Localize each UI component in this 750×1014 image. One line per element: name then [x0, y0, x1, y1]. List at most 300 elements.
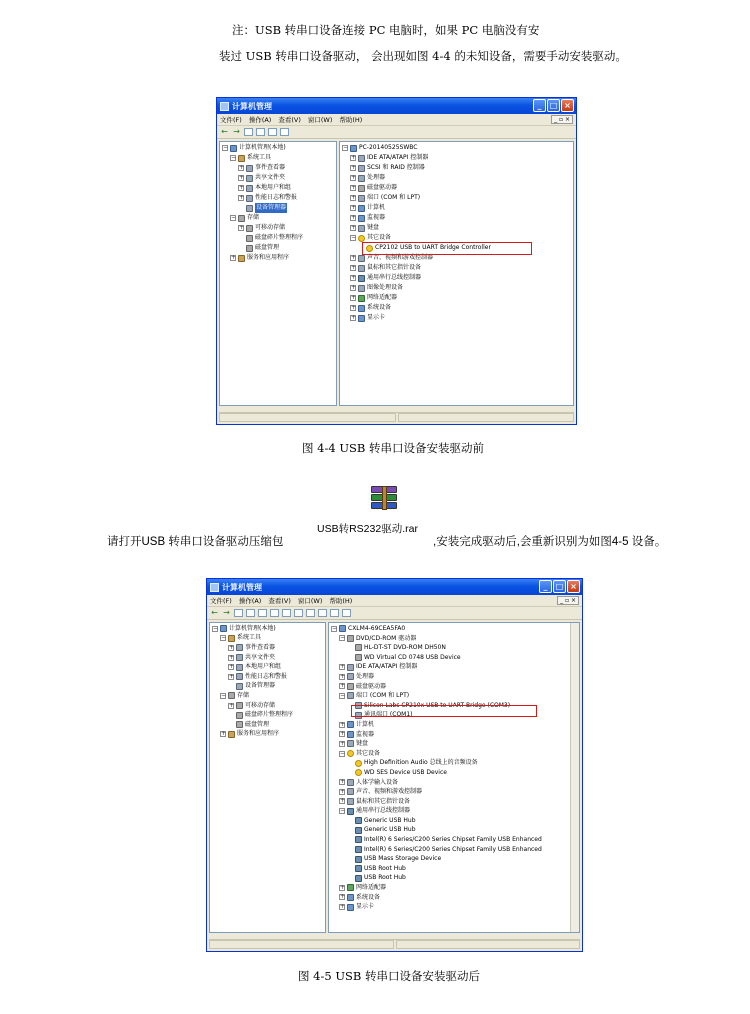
tree-node-label: USB Root Hub [364, 864, 406, 872]
pc-device-icon [220, 625, 227, 632]
highlight-box [362, 242, 532, 255]
tree-node[interactable] [329, 768, 579, 778]
tree-node-label: Intel(R) 6 Series/C200 Series Chipset Family USB Enhanced [364, 836, 542, 844]
tree-node[interactable] [210, 710, 325, 720]
tree-node[interactable] [340, 313, 573, 323]
expand-icon[interactable]: + [351, 174, 357, 181]
disk-device-icon [358, 185, 365, 192]
tree-node[interactable] [220, 163, 336, 173]
dev-device-icon [236, 654, 243, 661]
expand-icon[interactable]: + [351, 314, 357, 321]
tree-node[interactable] [329, 749, 579, 759]
menu-bar [217, 114, 576, 126]
expand-icon[interactable]: + [229, 663, 235, 671]
right-tree-pane [328, 622, 580, 933]
expand-icon[interactable]: + [239, 224, 245, 231]
expand-icon[interactable]: + [340, 730, 346, 738]
tree-node-label: 监视器 [356, 730, 375, 738]
expand-icon[interactable]: + [239, 174, 245, 181]
tree-node-label: 人体学输入设备 [356, 778, 399, 786]
note-line-2: 装过 USB 转串口设备驱动， 会出现如图 4-4 的未知设备，需要手动安装驱动。 [219, 49, 627, 63]
tree-spacer [347, 818, 353, 824]
tree-spacer [347, 770, 353, 776]
tree-node[interactable] [329, 691, 579, 701]
expand-icon[interactable]: + [340, 778, 346, 786]
menu-file[interactable]: 文件(F) [220, 116, 242, 124]
expand-icon[interactable]: + [340, 663, 346, 671]
tree-spacer [228, 683, 234, 689]
tree-node[interactable] [220, 223, 336, 233]
expand-icon[interactable]: + [239, 194, 245, 201]
tree-node[interactable] [210, 720, 325, 730]
tool-device-icon [238, 155, 245, 162]
menu-help[interactable]: 帮助(H) [329, 597, 353, 605]
tree-node-label: 磁盘碎片整理程序 [245, 711, 294, 719]
warn-device-icon [355, 760, 362, 767]
tree-node[interactable] [329, 816, 579, 826]
tree-node-label: 通讯端口 (COM1) [364, 711, 413, 719]
tree-node-label: 性能日志和警报 [255, 194, 298, 201]
computer-management-icon [210, 583, 219, 592]
dev-device-icon [236, 683, 243, 690]
tree-node[interactable] [340, 153, 573, 163]
collapse-icon[interactable]: − [221, 691, 227, 699]
back-arrow-icon[interactable]: ← [211, 608, 218, 617]
up-folder-icon[interactable] [234, 609, 243, 617]
tree-node[interactable] [340, 203, 573, 213]
forward-arrow-icon[interactable]: → [233, 127, 240, 136]
uninstall-icon[interactable] [330, 609, 339, 617]
tree-node[interactable] [329, 739, 579, 749]
tree-node-label: 磁盘管理 [255, 244, 280, 251]
collapse-icon[interactable]: − [231, 154, 237, 161]
pc-device-icon [358, 205, 365, 212]
tree-node[interactable] [329, 864, 579, 874]
expand-icon[interactable]: + [340, 720, 346, 728]
tree-node[interactable] [220, 153, 336, 163]
figure-caption-4-5: 图 4-5 USB 转串口设备安装驱动后 [298, 969, 481, 983]
tree-node-label: 声音、视频和游戏控制器 [367, 254, 434, 261]
expand-icon[interactable]: + [229, 672, 235, 680]
mdi-controls[interactable]: _ ▫ × [557, 596, 579, 605]
expand-icon[interactable]: + [340, 893, 346, 901]
archive-file-name[interactable]: USB转RS232驱动.rar [317, 523, 418, 535]
expand-icon[interactable]: + [340, 672, 346, 680]
collapse-icon[interactable]: − [340, 691, 346, 699]
tree-node[interactable] [220, 243, 336, 253]
tree-node-label: 处理器 [367, 174, 386, 181]
tree-node-label: IDE ATA/ATAPI 控制器 [367, 154, 429, 161]
tree-node-label: 键盘 [367, 224, 380, 231]
tree-node[interactable] [329, 643, 579, 653]
print-icon[interactable] [270, 609, 279, 617]
instruction-before: 请打开USB 转串口设备驱动压缩包 [107, 536, 284, 548]
tree-node[interactable] [220, 183, 336, 193]
pc-device-icon [358, 305, 365, 312]
tree-node-label: 存储 [237, 691, 250, 699]
disk-device-icon [347, 683, 354, 690]
tree-node-label: 计算机 [356, 720, 375, 728]
expand-icon[interactable]: + [351, 154, 357, 161]
tree-node[interactable] [220, 203, 336, 213]
collapse-icon[interactable]: − [340, 749, 346, 757]
dev-device-icon [347, 798, 354, 805]
tree-node[interactable] [329, 835, 579, 845]
status-bar [209, 939, 580, 949]
tree-node[interactable] [329, 634, 579, 644]
net-device-icon [358, 295, 365, 302]
tree-node[interactable] [210, 701, 325, 711]
disk-device-icon [246, 225, 253, 232]
tree-node-label: 键盘 [356, 740, 369, 748]
tree-node[interactable] [340, 173, 573, 183]
tree-node-label: 其它设备 [356, 749, 381, 757]
dev-device-icon [236, 664, 243, 671]
tree-node[interactable] [329, 682, 579, 692]
tree-node-label: 可移动存储 [245, 701, 276, 709]
right-tree-pane [339, 141, 574, 406]
warn-device-icon [355, 769, 362, 776]
dev-device-icon [246, 175, 253, 182]
tree-node[interactable] [220, 233, 336, 243]
tree-node[interactable] [340, 193, 573, 203]
menu-window[interactable]: 窗口(W) [307, 116, 333, 124]
tree-node[interactable] [220, 193, 336, 203]
tree-node-label: DVD/CD-ROM 驱动器 [356, 634, 417, 642]
tree-node[interactable] [329, 797, 579, 807]
tree-node-label: 系统设备 [367, 304, 392, 311]
properties-icon[interactable] [280, 128, 289, 136]
expand-icon[interactable]: + [351, 164, 357, 171]
tree-node-label: 鼠标和其它指针设备 [367, 264, 422, 271]
close-button[interactable]: × [567, 580, 580, 593]
tree-spacer [347, 875, 353, 881]
tree-node[interactable] [329, 778, 579, 788]
tree-node-label: Generic USB Hub [364, 816, 416, 824]
tree-node-label: IDE ATA/ATAPI 控制器 [356, 663, 418, 671]
tree-node[interactable] [210, 730, 325, 740]
tree-node-label: 共享文件夹 [255, 174, 286, 181]
tree-node[interactable] [329, 883, 579, 893]
tree-node[interactable] [340, 273, 573, 283]
tree-spacer [238, 245, 244, 251]
disable-icon[interactable] [342, 609, 351, 617]
tree-node[interactable] [220, 253, 336, 263]
expand-icon[interactable]: + [239, 184, 245, 191]
tree-node[interactable] [340, 163, 573, 173]
tree-node[interactable] [340, 303, 573, 313]
usb-device-icon [355, 865, 362, 872]
dev-device-icon [236, 644, 243, 651]
dev-device-icon [347, 788, 354, 795]
tree-node-label: Generic USB Hub [364, 826, 416, 834]
tree-node[interactable] [329, 730, 579, 740]
export-icon[interactable] [258, 609, 267, 617]
tree-node-label: 可移动存储 [255, 224, 286, 231]
tree-spacer [347, 856, 353, 862]
tree-node-label: 设备管理器 [245, 682, 276, 690]
tree-node[interactable] [329, 873, 579, 883]
expand-icon[interactable]: + [340, 797, 346, 805]
expand-icon[interactable]: + [351, 284, 357, 291]
collapse-icon[interactable]: − [231, 214, 237, 221]
scan-hardware-icon[interactable] [306, 609, 315, 617]
tree-node-label: WD Virtual CD 0748 USB Device [364, 653, 461, 661]
maximize-button[interactable]: □ [547, 99, 560, 112]
expand-icon[interactable]: + [340, 682, 346, 690]
tree-node-label: USB Root Hub [364, 874, 406, 882]
collapse-icon[interactable]: − [213, 624, 219, 632]
tree-node[interactable] [329, 720, 579, 730]
expand-icon[interactable]: + [229, 701, 235, 709]
dev-device-icon [246, 195, 253, 202]
warn-device-icon [358, 235, 365, 242]
dev-device-icon [246, 185, 253, 192]
forward-arrow-icon[interactable]: → [223, 608, 230, 617]
tree-node[interactable] [329, 806, 579, 816]
tree-node-label: 显示卡 [367, 314, 386, 321]
expand-icon[interactable]: + [221, 730, 227, 738]
pc-device-icon [358, 215, 365, 222]
usb-device-icon [355, 846, 362, 853]
collapse-icon[interactable]: − [351, 234, 357, 241]
tree-node-label: 声音、视频和游戏控制器 [356, 788, 423, 796]
tree-node-label: 计算机管理(本地) [239, 144, 286, 151]
expand-icon[interactable]: + [231, 254, 237, 261]
tree-node-label: 服务和应用程序 [247, 254, 290, 261]
expand-icon[interactable]: + [351, 274, 357, 281]
tree-node[interactable] [220, 213, 336, 223]
tree-node[interactable] [329, 662, 579, 672]
tree-spacer [238, 235, 244, 241]
mdi-controls[interactable]: _ ▫ × [551, 115, 573, 124]
tree-node[interactable] [329, 845, 579, 855]
tree-node[interactable] [329, 825, 579, 835]
usb-device-icon [355, 827, 362, 834]
dev-device-icon [358, 175, 365, 182]
tree-spacer [347, 645, 353, 651]
tree-spacer [228, 722, 234, 728]
tree-spacer [347, 760, 353, 766]
title-bar[interactable] [207, 579, 582, 595]
collapse-icon[interactable]: − [343, 144, 349, 151]
dev-device-icon [358, 255, 365, 262]
pc-device-icon [350, 145, 357, 152]
expand-icon[interactable]: + [351, 204, 357, 211]
dev-device-icon [236, 673, 243, 680]
back-arrow-icon[interactable]: ← [221, 127, 228, 136]
tree-node[interactable] [340, 213, 573, 223]
tree-node[interactable] [329, 758, 579, 768]
tree-node[interactable] [210, 662, 325, 672]
menu-file[interactable]: 文件(F) [210, 597, 232, 605]
expand-icon[interactable]: + [229, 653, 235, 661]
expand-icon[interactable]: + [351, 294, 357, 301]
collapse-icon[interactable]: − [340, 807, 346, 815]
tree-node-label: 图像处理设备 [367, 284, 404, 291]
tree-node[interactable] [210, 682, 325, 692]
note-line-1: 注：USB 转串口设备连接 PC 电脑时，如果 PC 电脑没有安 [232, 23, 540, 37]
tree-node-label: PC-20140525SWBC [359, 144, 418, 151]
collapse-icon[interactable]: − [221, 634, 227, 642]
winrar-archive-icon[interactable] [369, 486, 399, 512]
help-icon[interactable] [282, 609, 291, 617]
highlight-box [351, 705, 537, 717]
computer-management-icon [220, 102, 229, 111]
pc-device-icon [339, 625, 346, 632]
expand-icon[interactable]: + [229, 643, 235, 651]
tree-node[interactable] [210, 643, 325, 653]
expand-icon[interactable]: + [239, 164, 245, 171]
properties-icon[interactable] [294, 609, 303, 617]
menu-bar [207, 595, 582, 607]
tree-node-label: 设备管理器 [256, 204, 287, 211]
minimize-button[interactable]: _ [533, 99, 546, 112]
tree-node-label: 系统工具 [237, 634, 262, 642]
up-folder-icon[interactable] [244, 128, 253, 136]
help-icon[interactable] [268, 128, 277, 136]
tree-node-label: 通用串行总线控制器 [367, 274, 422, 281]
disk-device-icon [347, 635, 354, 642]
title-bar[interactable] [217, 98, 576, 114]
dev-device-icon [358, 155, 365, 162]
tree-node[interactable] [210, 653, 325, 663]
expand-icon[interactable]: + [340, 883, 346, 891]
tree-node-label: 事件查看器 [245, 643, 276, 651]
tree-node-label: HL-DT-ST DVD-ROM DH50N [364, 644, 446, 652]
tree-node[interactable] [220, 143, 336, 153]
computer-management-window-after [206, 578, 583, 952]
tree-node[interactable] [340, 293, 573, 303]
tree-node-label: 系统工具 [247, 154, 272, 161]
tree-node[interactable] [340, 183, 573, 193]
tree-node-label: 磁盘驱动器 [356, 682, 387, 690]
tree-spacer [347, 827, 353, 833]
tree-node[interactable] [210, 691, 325, 701]
tree-spacer [347, 866, 353, 872]
disk-device-icon [246, 235, 253, 242]
tree-node-label: 存储 [247, 214, 260, 221]
maximize-button[interactable]: □ [553, 580, 566, 593]
expand-icon[interactable]: + [340, 739, 346, 747]
expand-icon[interactable]: + [351, 184, 357, 191]
tree-node[interactable] [210, 672, 325, 682]
update-driver-icon[interactable] [318, 609, 327, 617]
tree-node[interactable] [210, 624, 325, 634]
tree-node[interactable] [329, 653, 579, 663]
disk-device-icon [228, 692, 235, 699]
disk-device-icon [236, 721, 243, 728]
expand-icon[interactable]: + [351, 304, 357, 311]
tree-node[interactable] [210, 634, 325, 644]
expand-icon[interactable]: + [340, 903, 346, 911]
tree-node[interactable] [340, 143, 573, 153]
tree-spacer [347, 837, 353, 843]
collapse-icon[interactable]: − [340, 634, 346, 642]
expand-icon[interactable]: + [351, 264, 357, 271]
pc-device-icon [358, 315, 365, 322]
tree-node[interactable] [329, 672, 579, 682]
highlighted-device-label: CP2102 USB to UART Bridge Controller [375, 244, 491, 251]
tree-node[interactable] [220, 173, 336, 183]
toolbar [217, 126, 576, 139]
tree-node[interactable] [329, 787, 579, 797]
usb-device-icon [355, 875, 362, 882]
tree-node[interactable] [329, 854, 579, 864]
dev-device-icon [358, 285, 365, 292]
tree-node-label: High Definition Audio 总线上的音频设备 [364, 759, 478, 767]
vertical-scrollbar[interactable] [570, 623, 579, 932]
tree-node-label: 其它设备 [367, 234, 392, 241]
usb-device-icon [355, 817, 362, 824]
show-tree-icon[interactable] [256, 128, 265, 136]
tree-node-label: 系统设备 [356, 893, 381, 901]
pc-device-icon [347, 894, 354, 901]
expand-icon[interactable]: + [351, 224, 357, 231]
tree-node-label: 本地用户和组 [255, 184, 292, 191]
show-tree-icon[interactable] [246, 609, 255, 617]
collapse-icon[interactable]: − [223, 144, 229, 151]
usb-device-icon [347, 808, 354, 815]
tree-node-label: 网络适配器 [356, 884, 387, 892]
tree-node[interactable] [340, 263, 573, 273]
usb-device-icon [355, 836, 362, 843]
tree-node-label: 通用串行总线控制器 [356, 807, 411, 815]
menu-action[interactable]: 操作(A) [248, 116, 272, 124]
tree-node[interactable] [340, 223, 573, 233]
minimize-button[interactable]: _ [539, 580, 552, 593]
collapse-icon[interactable]: − [332, 624, 338, 632]
menu-help[interactable]: 帮助(H) [339, 116, 363, 124]
menu-action[interactable]: 操作(A) [238, 597, 262, 605]
tree-node-label: 网络适配器 [367, 294, 398, 301]
tree-node[interactable] [329, 624, 579, 634]
close-button[interactable]: × [561, 99, 574, 112]
dev-device-icon [358, 265, 365, 272]
tree-spacer [347, 846, 353, 852]
left-tree-pane [209, 622, 326, 933]
warn-device-icon [347, 750, 354, 757]
tree-node-label: CXLM4-69CEA5FA0 [348, 625, 406, 632]
menu-view[interactable]: 查看(V) [278, 116, 301, 124]
disk-device-icon [236, 712, 243, 719]
expand-icon[interactable]: + [351, 254, 357, 261]
tree-node-label: WD SES Device USB Device [364, 768, 447, 776]
tool-device-icon [238, 255, 245, 262]
tree-node-label: 端口 (COM 和 LPT) [356, 692, 410, 700]
expand-icon[interactable]: + [340, 787, 346, 795]
dev-device-icon [347, 692, 354, 699]
figure-caption-4-4: 图 4-4 USB 转串口设备安装驱动前 [302, 441, 485, 455]
disk-device-icon [355, 644, 362, 651]
expand-icon[interactable]: + [351, 214, 357, 221]
tree-node[interactable] [340, 283, 573, 293]
tree-node[interactable] [329, 902, 579, 912]
menu-view[interactable]: 查看(V) [268, 597, 291, 605]
tree-node[interactable] [329, 893, 579, 903]
highlighted-device-label: Silicon Labs CP210x USB to UART Bridge (COM3) [364, 701, 511, 709]
tree-node-label: 鼠标和其它指针设备 [356, 797, 411, 805]
disk-device-icon [355, 654, 362, 661]
pc-device-icon [347, 721, 354, 728]
dev-device-icon [358, 165, 365, 172]
expand-icon[interactable]: + [351, 194, 357, 201]
tree-node-label: 服务和应用程序 [237, 730, 280, 738]
menu-window[interactable]: 窗口(W) [297, 597, 323, 605]
dev-device-icon [358, 225, 365, 232]
tree-node-label: 性能日志和警报 [245, 672, 288, 680]
tree-spacer [347, 655, 353, 661]
